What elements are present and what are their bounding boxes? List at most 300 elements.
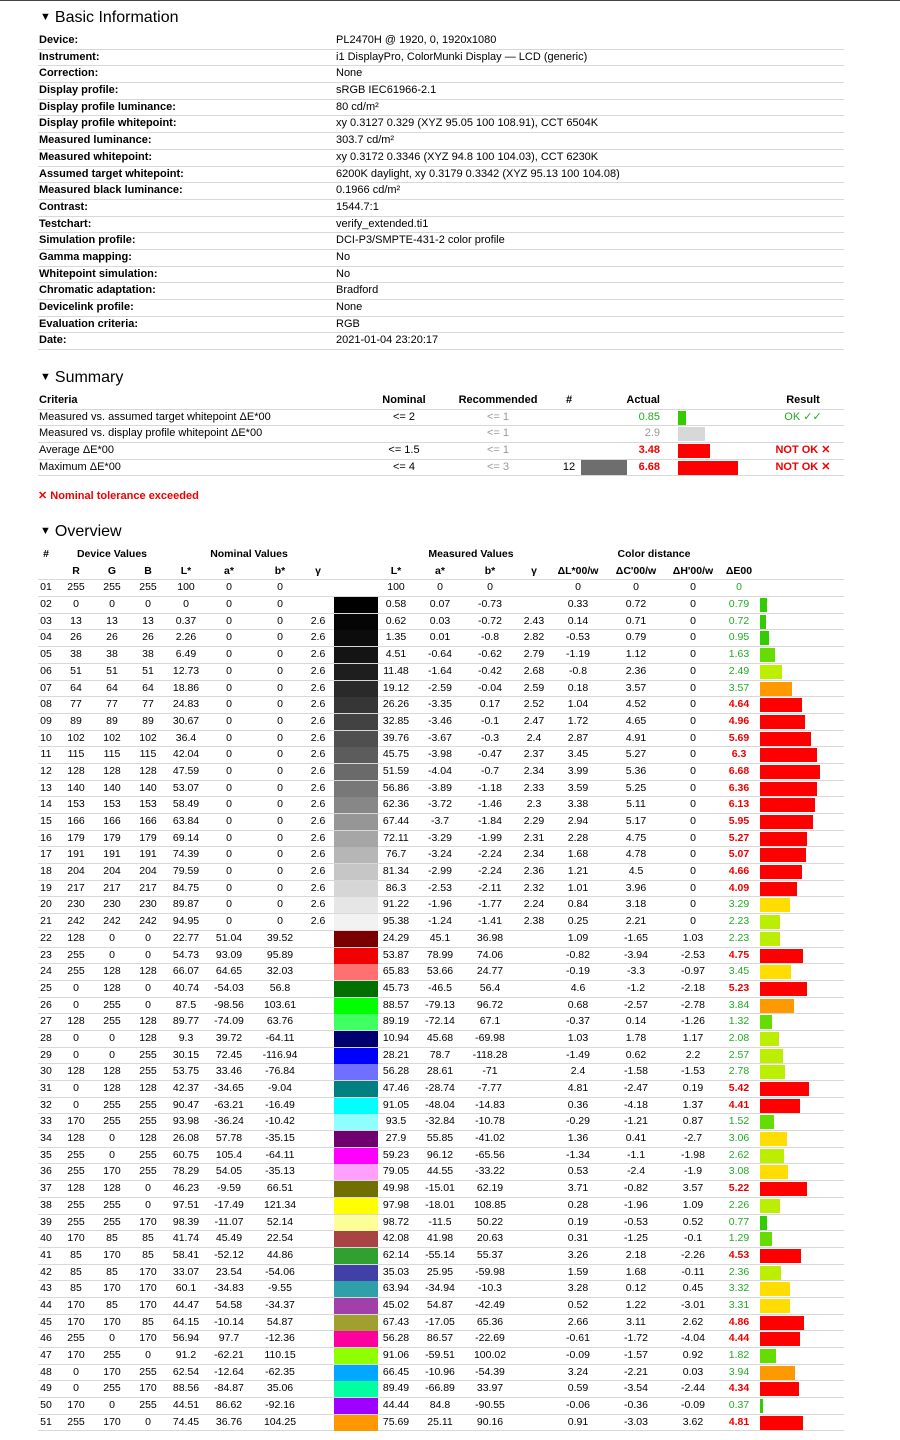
delta-l: -0.8 <box>568 664 588 677</box>
measured-b: 56.4 <box>479 981 501 994</box>
info-row <box>38 116 844 133</box>
patch-number: 44 <box>40 1298 52 1311</box>
group-header-measured: Measured Values <box>428 548 514 560</box>
delta-c: 4.91 <box>625 731 647 744</box>
patch-number: 08 <box>40 698 52 711</box>
device-r: 0 <box>73 1098 79 1111</box>
nominal-l: 40.74 <box>172 981 200 994</box>
device-b: 191 <box>139 848 157 861</box>
delta-l: 1.03 <box>567 1031 589 1044</box>
delta-c: -1.72 <box>624 1332 648 1345</box>
delta-c: -3.03 <box>624 1415 648 1428</box>
device-b: 255 <box>139 1098 157 1111</box>
overview-row <box>38 580 844 597</box>
summary-result-cell: OK ✓✓ <box>784 410 822 423</box>
delta-l: 3.24 <box>567 1365 589 1378</box>
nominal-l: 84.75 <box>172 881 200 894</box>
delta-h: 0 <box>690 831 696 844</box>
group-header-nominal: Nominal Values <box>210 548 288 560</box>
info-value: RGB <box>336 317 360 330</box>
measured-l: 28.21 <box>382 1048 410 1061</box>
delta-h: -3.01 <box>681 1298 705 1311</box>
measured-a: -55.14 <box>425 1248 455 1261</box>
device-r: 153 <box>67 798 85 811</box>
delta-e: 2.49 <box>728 664 750 677</box>
info-value: xy 0.3172 0.3346 (XYZ 94.8 100 104.03), CCT 6230K <box>336 150 599 163</box>
measured-b: -2.24 <box>478 865 502 878</box>
device-r: 217 <box>67 881 85 894</box>
measured-b: -0.1 <box>480 714 500 727</box>
nominal-l: 94.95 <box>172 915 200 928</box>
nominal-l: 2.26 <box>175 631 197 644</box>
patch-color-swatch <box>334 1064 378 1080</box>
measured-l: 81.34 <box>382 865 410 878</box>
measured-l: 45.02 <box>382 1298 410 1311</box>
nominal-b: 0 <box>277 598 283 611</box>
measured-b: 108.85 <box>473 1198 507 1211</box>
delta-c: -3.54 <box>624 1382 648 1395</box>
nominal-b: -116.94 <box>262 1048 298 1061</box>
column-header: a* <box>435 564 445 577</box>
delta-h: -2.18 <box>681 981 705 994</box>
measured-l: 63.94 <box>382 1282 410 1295</box>
measured-a: 44.55 <box>426 1165 454 1178</box>
delta-e: 4.41 <box>728 1098 750 1111</box>
measured-a: -3.24 <box>428 848 452 861</box>
device-g: 191 <box>103 848 121 861</box>
overview-row <box>38 1215 844 1232</box>
delta-e: 6.68 <box>728 764 750 777</box>
measured-b: -41.02 <box>475 1132 505 1145</box>
measured-gamma: 2.52 <box>523 698 545 711</box>
nominal-l: 60.1 <box>175 1282 197 1295</box>
delta-e-bar <box>760 1082 809 1096</box>
delta-l: 2.66 <box>567 1315 589 1328</box>
delta-e-bar <box>760 665 782 679</box>
overview-row <box>38 931 844 948</box>
nominal-a: -52.12 <box>214 1248 244 1261</box>
device-g: 128 <box>103 981 121 994</box>
nominal-b: -64.11 <box>265 1148 295 1161</box>
device-r: 255 <box>67 1165 85 1178</box>
nominal-b: 66.51 <box>266 1182 294 1195</box>
device-g: 0 <box>109 1031 115 1044</box>
info-row <box>38 150 844 167</box>
delta-c: 0.41 <box>625 1132 647 1145</box>
measured-b: 33.97 <box>476 1382 504 1395</box>
delta-h: 0 <box>690 681 696 694</box>
patch-color-swatch <box>334 1114 378 1130</box>
measured-a: 53.66 <box>426 965 454 978</box>
measured-a: 54.87 <box>426 1298 454 1311</box>
delta-e: 1.63 <box>728 648 750 661</box>
delta-e: 5.22 <box>728 1182 750 1195</box>
nominal-b: -76.84 <box>265 1065 295 1078</box>
delta-e: 3.31 <box>728 1298 750 1311</box>
patch-number: 26 <box>40 998 52 1011</box>
device-b: 255 <box>139 1065 157 1078</box>
measured-l: 27.9 <box>385 1132 407 1145</box>
patch-number: 50 <box>40 1399 52 1412</box>
measured-b: -71 <box>482 1065 498 1078</box>
device-g: 255 <box>103 1349 121 1361</box>
nominal-b: 103.61 <box>263 998 297 1011</box>
measured-a: -59.51 <box>425 1349 455 1361</box>
measured-b: 96.72 <box>476 998 504 1011</box>
measured-a: 45.68 <box>426 1031 454 1044</box>
delta-h: 0 <box>690 714 696 727</box>
patch-number: 33 <box>40 1115 52 1128</box>
overview-row <box>38 664 844 681</box>
measured-b: -1.84 <box>478 815 502 827</box>
info-label: Correction: <box>39 67 99 80</box>
measured-l: 66.45 <box>382 1365 410 1378</box>
delta-l: 0.33 <box>567 598 589 611</box>
measured-l: 95.38 <box>382 915 410 928</box>
delta-c: 3.57 <box>625 681 647 694</box>
nominal-b: 0 <box>277 714 283 727</box>
nominal-l: 93.98 <box>172 1115 200 1128</box>
overview-row <box>38 1415 844 1432</box>
overview-group-header-row <box>38 547 844 564</box>
delta-e: 3.45 <box>728 965 750 978</box>
delta-l: -0.19 <box>566 965 590 978</box>
nominal-b: 0 <box>277 848 283 861</box>
nominal-b: -34.37 <box>265 1298 295 1311</box>
patch-number: 02 <box>40 598 52 611</box>
device-g: 102 <box>103 731 121 744</box>
nominal-l: 64.15 <box>172 1315 200 1328</box>
nominal-a: 0 <box>226 915 232 928</box>
delta-e: 0 <box>736 581 742 594</box>
nominal-a: 39.72 <box>215 1031 243 1044</box>
collapse-triangle-icon[interactable]: ▼ <box>40 371 51 383</box>
delta-c: 4.5 <box>628 865 644 878</box>
measured-a: -4.04 <box>428 764 452 777</box>
overview-row <box>38 1098 844 1115</box>
overview-row <box>38 981 844 998</box>
measured-gamma: 2.43 <box>523 614 545 627</box>
nominal-a: -34.83 <box>214 1282 244 1295</box>
delta-e-bar <box>760 1299 790 1313</box>
measured-l: 11.48 <box>383 664 409 677</box>
measured-a: -32.84 <box>425 1115 455 1128</box>
device-r: 170 <box>67 1399 85 1412</box>
delta-l: 3.38 <box>567 798 589 811</box>
nominal-a: -54.03 <box>214 981 244 994</box>
device-g: 170 <box>103 1315 121 1328</box>
delta-c: 0.14 <box>625 1015 647 1028</box>
patch-color-swatch <box>334 1081 378 1097</box>
delta-e-bar <box>760 898 790 912</box>
nominal-l: 74.39 <box>172 848 200 861</box>
delta-c: 0 <box>633 581 639 594</box>
overview-heading[interactable]: ▼ Overview <box>40 523 122 540</box>
info-value: None <box>336 301 363 313</box>
delta-e-bar <box>760 732 811 746</box>
delta-e: 2.26 <box>728 1198 750 1211</box>
overview-row <box>38 1365 844 1382</box>
delta-e: 2.08 <box>728 1031 750 1044</box>
nominal-l: 90.47 <box>172 1098 200 1111</box>
patch-color-swatch <box>334 881 378 897</box>
basic-information-heading[interactable]: ▼ Basic Information <box>40 9 179 26</box>
nominal-b: 39.52 <box>266 931 294 944</box>
delta-e: 4.75 <box>728 948 750 961</box>
nominal-l: 9.3 <box>178 1031 194 1044</box>
device-r: 255 <box>67 1415 85 1428</box>
patch-number: 35 <box>40 1148 52 1161</box>
info-label: Measured whitepoint: <box>39 150 153 163</box>
patch-number: 41 <box>40 1248 52 1261</box>
nominal-b: 104.25 <box>263 1415 297 1428</box>
delta-e-bar <box>760 1032 779 1046</box>
measured-l: 91.05 <box>382 1098 410 1111</box>
delta-l: -0.53 <box>566 631 590 644</box>
patch-color-swatch <box>334 580 378 596</box>
nominal-a: -9.59 <box>217 1182 241 1195</box>
info-label: Simulation profile: <box>39 234 136 247</box>
overview-row <box>38 1398 844 1415</box>
patch-number: 24 <box>40 965 52 978</box>
delta-e: 1.32 <box>728 1015 750 1028</box>
measured-b: -54.39 <box>475 1365 505 1378</box>
measured-l: 88.57 <box>382 998 410 1011</box>
info-row <box>38 250 844 267</box>
patch-number: 04 <box>40 631 52 644</box>
overview-row <box>38 964 844 981</box>
measured-b: -14.83 <box>475 1098 505 1111</box>
delta-h: -1.9 <box>683 1165 703 1178</box>
nominal-l: 69.14 <box>172 831 200 844</box>
overview-row <box>38 1014 844 1031</box>
device-r: 0 <box>73 981 79 994</box>
measured-b: 0 <box>487 581 493 594</box>
info-row <box>38 233 844 250</box>
delta-e: 4.09 <box>728 881 750 894</box>
info-value: verify_extended.ti1 <box>336 217 429 230</box>
overview-row <box>38 1081 844 1098</box>
nominal-a: 0 <box>226 698 232 711</box>
delta-h: 0 <box>690 898 696 911</box>
nominal-a: 0 <box>226 898 232 911</box>
patch-number: 05 <box>40 648 52 661</box>
nominal-l: 91.2 <box>175 1349 197 1361</box>
nominal-gamma: 2.6 <box>310 915 326 928</box>
delta-c: -1.65 <box>624 931 648 944</box>
overview-row <box>38 1231 844 1248</box>
patch-color-swatch <box>334 814 378 830</box>
measured-l: 93.5 <box>385 1115 407 1128</box>
delta-e-bar <box>760 949 803 963</box>
device-b: 77 <box>142 698 154 711</box>
measured-a: -2.59 <box>428 681 452 694</box>
nominal-a: 0 <box>226 714 232 727</box>
collapse-triangle-icon[interactable]: ▼ <box>40 11 51 23</box>
delta-e-bar <box>760 848 806 862</box>
measured-l: 59.23 <box>382 1148 410 1161</box>
nominal-b: 0 <box>277 631 283 644</box>
delta-c: -1.58 <box>624 1065 648 1078</box>
nominal-l: 6.49 <box>175 648 197 661</box>
delta-e-bar <box>760 615 766 629</box>
device-g: 26 <box>106 631 118 644</box>
delta-h: 0.19 <box>682 1082 704 1094</box>
delta-c: -0.36 <box>624 1399 648 1412</box>
device-b: 0 <box>145 598 151 611</box>
nominal-gamma: 2.6 <box>310 681 326 694</box>
device-b: 255 <box>139 1048 157 1061</box>
delta-e: 3.32 <box>728 1282 750 1295</box>
nominal-a: 93.09 <box>215 948 243 961</box>
measured-b: 24.77 <box>476 965 504 978</box>
overview-row <box>38 1331 844 1348</box>
delta-c: 5.11 <box>626 798 646 811</box>
measured-a: -18.01 <box>425 1198 455 1211</box>
measured-l: 91.22 <box>382 898 410 911</box>
nominal-b: 0 <box>277 865 283 878</box>
delta-e: 2.23 <box>728 915 750 928</box>
nominal-l: 58.49 <box>172 798 200 811</box>
patch-color-swatch <box>334 981 378 997</box>
nominal-l: 0 <box>183 598 189 611</box>
nominal-l: 12.73 <box>172 664 200 677</box>
device-g: 85 <box>106 1298 118 1311</box>
delta-l: 2.4 <box>570 1065 586 1078</box>
nominal-b: -35.13 <box>265 1165 295 1178</box>
overview-row <box>38 998 844 1015</box>
device-r: 255 <box>67 1332 85 1345</box>
device-b: 255 <box>139 1115 157 1128</box>
info-label: Testchart: <box>39 217 92 230</box>
device-b: 170 <box>139 1298 157 1311</box>
measured-b: -7.77 <box>478 1082 502 1094</box>
overview-row <box>38 1064 844 1081</box>
measured-l: 56.28 <box>382 1065 410 1078</box>
delta-l: 0.91 <box>567 1415 589 1428</box>
delta-c: 1.12 <box>625 648 647 661</box>
delta-e-bar <box>760 682 792 696</box>
measured-a: -34.94 <box>425 1282 455 1295</box>
overview-row <box>38 897 844 914</box>
device-g: 128 <box>103 965 121 978</box>
measured-a: -1.24 <box>428 915 452 928</box>
delta-l: 0.18 <box>567 681 589 694</box>
measured-l: 86.3 <box>385 881 407 894</box>
overview-row <box>38 948 844 965</box>
overview-row <box>38 814 844 831</box>
measured-b: -1.46 <box>478 798 502 811</box>
delta-h: 0 <box>690 881 696 894</box>
device-r: 128 <box>67 1065 85 1078</box>
measured-l: 53.87 <box>382 948 410 961</box>
measured-l: 67.43 <box>382 1315 410 1328</box>
device-r: 170 <box>67 1115 85 1128</box>
summary-heading[interactable]: ▼ Summary <box>40 369 124 386</box>
delta-e: 4.34 <box>728 1382 750 1395</box>
delta-l: 2.87 <box>567 731 589 744</box>
delta-e-bar <box>760 965 791 979</box>
measured-b: -59.98 <box>475 1265 505 1278</box>
measured-l: 10.94 <box>382 1031 410 1044</box>
nominal-a: 86.62 <box>215 1399 243 1412</box>
nominal-gamma: 2.6 <box>310 764 326 777</box>
summary-row <box>38 460 844 477</box>
nominal-a: -84.87 <box>214 1382 244 1395</box>
device-b: 0 <box>145 931 151 944</box>
measured-b: -0.3 <box>480 731 500 744</box>
collapse-triangle-icon[interactable]: ▼ <box>40 525 51 537</box>
summary-actual-bar <box>678 444 710 458</box>
patch-number: 46 <box>40 1332 52 1345</box>
nominal-a: 54.58 <box>215 1298 243 1311</box>
measured-gamma: 2.31 <box>523 831 545 844</box>
measured-a: -10.96 <box>425 1365 455 1378</box>
nominal-a: 0 <box>226 881 232 894</box>
device-g: 64 <box>106 681 118 694</box>
measured-b: -0.62 <box>478 648 502 661</box>
measured-l: 45.73 <box>382 981 410 994</box>
delta-e-bar <box>760 1416 803 1430</box>
device-g: 77 <box>106 698 118 711</box>
worst-patch-swatch <box>581 460 627 475</box>
measured-a: -3.46 <box>428 714 452 727</box>
nominal-l: 54.73 <box>172 948 200 961</box>
nominal-b: -35.15 <box>265 1132 295 1145</box>
info-value: 2021-01-04 23:20:17 <box>336 334 439 347</box>
delta-e-bar <box>760 631 769 645</box>
delta-l: -1.49 <box>566 1048 590 1061</box>
measured-b: 62.19 <box>476 1182 504 1195</box>
measured-l: 49.98 <box>382 1182 410 1195</box>
delta-l: 2.28 <box>567 831 589 844</box>
nominal-l: 98.39 <box>172 1215 200 1228</box>
basic-information-table <box>38 33 844 350</box>
delta-e-bar <box>760 1399 763 1413</box>
delta-e: 5.23 <box>728 981 750 994</box>
nominal-l: 97.51 <box>172 1198 200 1211</box>
nominal-l: 44.47 <box>172 1298 200 1311</box>
measured-a: -3.67 <box>428 731 452 744</box>
measured-a: 0.01 <box>429 631 451 644</box>
group-header-num: # <box>43 548 49 560</box>
patch-number: 51 <box>40 1415 52 1428</box>
overview-row <box>38 831 844 848</box>
patch-color-swatch <box>334 897 378 913</box>
device-g: 0 <box>109 1048 115 1061</box>
delta-e-bar <box>760 1049 783 1063</box>
delta-l: 0.84 <box>567 898 589 911</box>
device-b: 85 <box>142 1232 154 1245</box>
overview-row <box>38 764 844 781</box>
delta-c: -4.18 <box>624 1098 648 1111</box>
overview-row <box>38 797 844 814</box>
delta-h: 2.62 <box>682 1315 704 1328</box>
nominal-l: 26.08 <box>172 1132 200 1145</box>
summary-table <box>38 393 844 476</box>
summary-result-cell: NOT OK ✕ <box>775 460 831 473</box>
measured-a: 28.61 <box>426 1065 454 1078</box>
measured-gamma: 2.68 <box>523 664 545 677</box>
measured-a: 78.7 <box>429 1048 451 1061</box>
measured-l: 67.44 <box>382 815 410 827</box>
device-b: 85 <box>142 1248 154 1261</box>
device-b: 140 <box>139 781 157 794</box>
delta-c: 0.12 <box>625 1282 647 1295</box>
delta-e-bar <box>760 1115 774 1129</box>
device-r: 255 <box>67 948 85 961</box>
measured-a: -3.7 <box>430 815 450 827</box>
